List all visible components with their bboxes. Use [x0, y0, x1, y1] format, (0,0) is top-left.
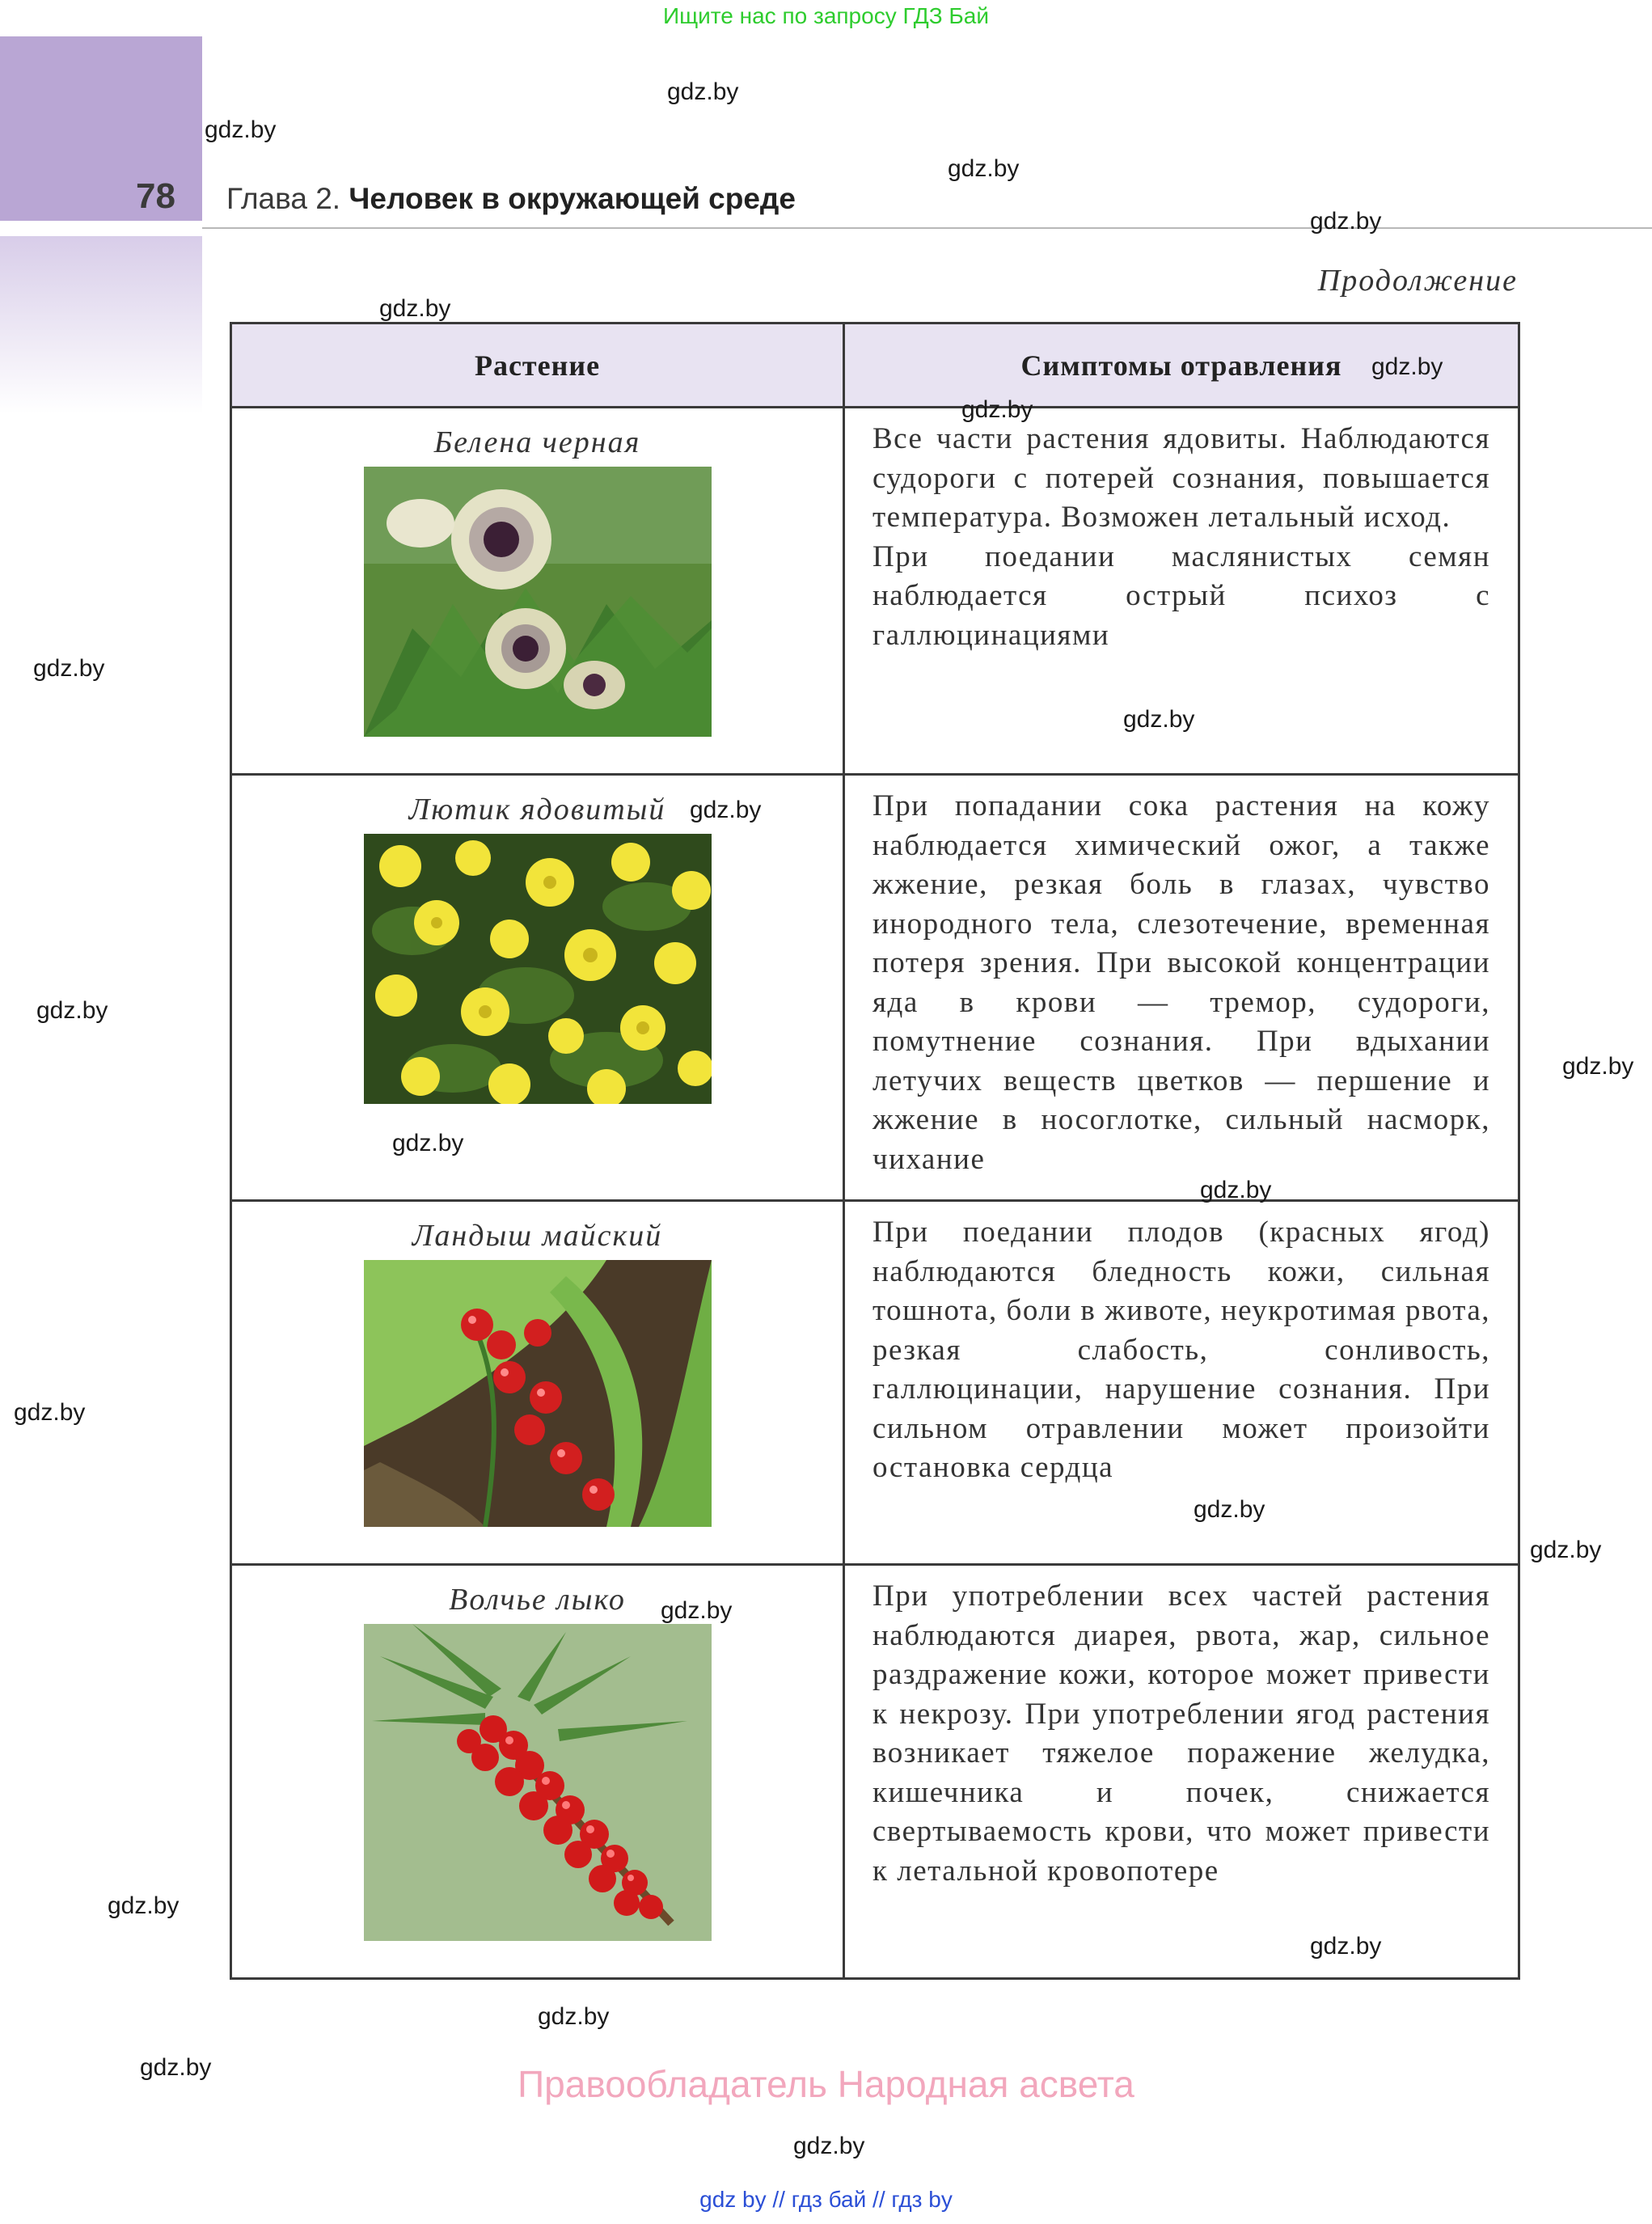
symptoms-text: При поедании маслянистых семян наблюдается острый психоз с галлюцинациями — [872, 539, 1490, 652]
plant-cell — [231, 408, 844, 775]
watermark: gdz.by — [108, 1892, 180, 1919]
symptoms-text: При поедании плодов (красных ягод) наблюдаются бледность кожи, сильная тошнота, боли в животе, неукротимая рвота, резкая слабость, сонливость, галлюцинации, нарушение сознания. При сильном отравлении может произойти остановка сердца — [872, 1216, 1490, 1484]
watermark: gdz.by — [1310, 208, 1382, 235]
watermark: gdz.by — [33, 655, 105, 682]
watermark: gdz.by — [1200, 1177, 1272, 1203]
watermark: gdz.by — [661, 1597, 733, 1624]
watermark: gdz.by — [538, 2003, 610, 2030]
plant-name: Лютик ядовитый — [408, 793, 666, 827]
plant-name: Ландыш майский — [412, 1219, 663, 1253]
plant-cell — [231, 775, 844, 1201]
table-row — [231, 1565, 1519, 1979]
watermark: gdz.by — [1530, 1537, 1602, 1563]
plant-name: Белена черная — [433, 425, 641, 459]
plant-cell — [231, 1565, 844, 1979]
continued-label: Продолжение — [1317, 264, 1518, 298]
plant-name: Волчье лыко — [449, 1583, 626, 1617]
chapter-prefix: Глава 2. — [226, 182, 341, 215]
page-number: 78 — [136, 176, 175, 216]
daphne-photo — [364, 1624, 712, 1941]
symptoms-cell — [844, 775, 1519, 1201]
watermark: gdz.by — [1310, 1933, 1382, 1960]
watermark: gdz.by — [1123, 706, 1195, 733]
watermark: gdz.by — [392, 1130, 464, 1156]
column-header-plant: Растение — [231, 323, 844, 408]
henbane-photo — [364, 467, 712, 737]
buttercup-photo — [364, 834, 712, 1104]
symptoms-text: При попадании сока растения на кожу наблюдается химический ожог, а также жжение, резкая боль в глазах, чувство инородного тела, слезотечение, временная потеря зрения. При высокой концентрации яда в крови — тремор, судороги, помутнение сознания. При вдыхании летучих веществ цветков — першение и жжение в носоглотке, сильный насморк, чихание — [872, 789, 1490, 1176]
watermark: gdz.by — [793, 2133, 865, 2159]
bottom-links[interactable]: gdz by // гдз бай // гдз by — [699, 2187, 953, 2212]
symptoms-text: Все части растения ядовиты. Наблюдаются судороги с потерей сознания, повышается температура. Возможен летальный исход. — [872, 422, 1490, 534]
chapter-title: Человек в окружающей среде — [349, 182, 796, 215]
watermark: gdz.by — [948, 155, 1020, 182]
column-header-symptoms: Симптомы отравления — [844, 323, 1519, 408]
chapter-heading — [226, 182, 796, 216]
symptoms-cell — [844, 1565, 1519, 1979]
symptoms-text: При употреблении всех частей растения наблюдаются диарея, рвота, жар, сильное раздражение кожи, которое может привести к некрозу. При употреблении ягод растения возникает тяжелое поражение желудка, кишечника и почек, снижается свертываемость крови, что может привести к летальной кровопотере — [872, 1579, 1490, 1888]
watermark: gdz.by — [1194, 1496, 1265, 1523]
watermark: gdz.by — [667, 78, 739, 105]
table-row — [231, 408, 1519, 775]
watermark: gdz.by — [961, 396, 1033, 423]
table-row — [231, 1201, 1519, 1565]
watermark: gdz.by — [379, 295, 451, 322]
plant-cell — [231, 1201, 844, 1565]
header-divider — [202, 227, 1652, 229]
rights-holder-notice: Правообладатель Народная асвета — [518, 2063, 1134, 2105]
table-header-row — [231, 323, 1519, 408]
lily-of-the-valley-photo — [364, 1260, 712, 1527]
symptoms-cell — [844, 1201, 1519, 1565]
top-search-link[interactable]: Ищите нас по запросу ГДЗ Бай — [662, 3, 990, 28]
watermark: gdz.by — [14, 1399, 86, 1426]
watermark: gdz.by — [205, 116, 277, 143]
watermark: gdz.by — [690, 797, 762, 823]
watermark: gdz.by — [36, 997, 108, 1024]
watermark: gdz.by — [1371, 353, 1443, 380]
watermark: gdz.by — [140, 2054, 212, 2081]
page-tab-fade-decoration — [0, 236, 202, 414]
watermark: gdz.by — [1562, 1053, 1634, 1080]
